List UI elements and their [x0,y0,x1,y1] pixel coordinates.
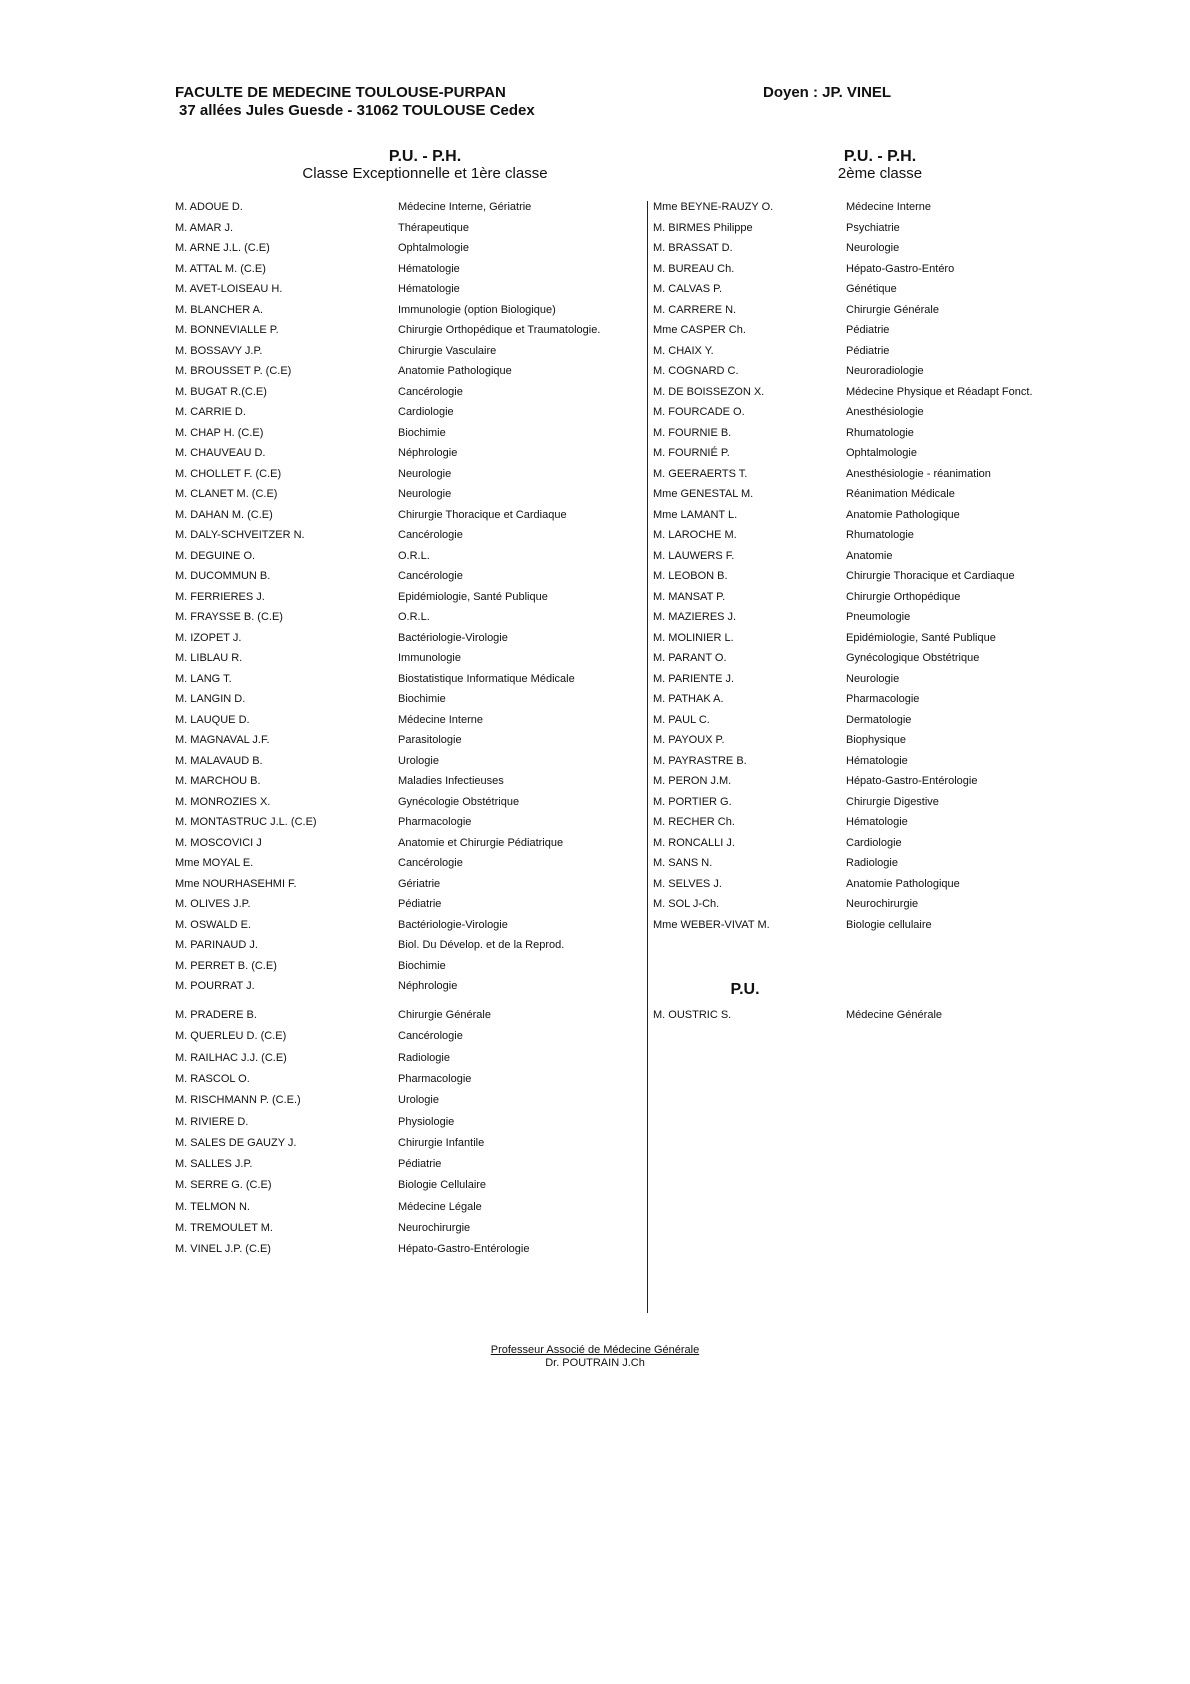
staff-specialty: Chirurgie Générale [398,1009,491,1021]
staff-name: M. RIVIERE D. [175,1115,249,1128]
staff-specialty: Pneumologie [846,611,911,623]
footer-title: Professeur Associé de Médecine Générale [490,1344,700,1356]
staff-name: M. PARINAUD J. [175,939,258,951]
faculty-address: 37 allées Jules Guesde - 31062 TOULOUSE Cedex [179,102,535,119]
staff-name: M. SALES DE GAUZY J. [175,1136,297,1149]
pu-section-title: P.U. [730,981,760,998]
staff-name: M. PRADERE B. [175,1009,257,1021]
staff-specialty: Ophtalmologie [398,242,469,254]
staff-name: M. MARCHOU B. [175,775,261,787]
staff-name: M. LEOBON B. [653,570,728,582]
staff-name: M. AVET-LOISEAU H. [175,283,283,295]
staff-name: M. SELVES J. [653,877,722,890]
staff-name: M. CALVAS P. [653,283,723,295]
staff-specialty: O.R.L. [398,549,430,562]
staff-specialty: Hépato-Gastro-Entérologie [846,775,978,787]
staff-name: M. RAILHAC J.J. (C.E) [175,1051,287,1064]
staff-specialty: Neurochirurgie [398,1222,471,1234]
staff-name: M. BIRMES Philippe [653,221,753,234]
staff-name: M. PAUL C. [653,713,710,726]
staff-specialty: Cancérologie [398,385,463,398]
staff-name: M. CHAIX Y. [653,344,714,357]
staff-specialty: Gynécologie Obstétrique [398,795,520,808]
staff-name: M. BUREAU Ch. [653,262,735,275]
staff-name: M. FERRIERES J. [175,590,265,603]
staff-specialty: Chirurgie Infantile [398,1136,485,1149]
staff-name: Mme CASPER Ch. [653,324,746,336]
staff-specialty: Pédiatrie [846,344,890,357]
staff-specialty: Néphrologie [398,980,458,992]
staff-specialty: Chirurgie Vasculaire [398,344,497,357]
staff-name: M. OLIVES J.P. [175,898,251,910]
staff-name: M. PARIENTE J. [653,672,735,685]
staff-specialty: Gynécologique Obstétrique [846,652,980,664]
staff-specialty: Hématologie [398,262,460,275]
staff-specialty: Biochimie [398,959,446,972]
staff-specialty: Cancérologie [398,857,463,869]
staff-specialty: Biol. Du Dévelop. et de la Reprod. [398,939,565,951]
staff-specialty: Immunologie [398,652,461,664]
staff-name: M. CLANET M. (C.E) [175,488,278,500]
staff-name: M. FRAYSSE B. (C.E) [175,611,283,623]
staff-name: M. MANSAT P. [653,590,726,603]
staff-specialty: Hépato-Gastro-Entérologie [398,1243,530,1256]
footer [0,1344,1190,1370]
right-section-subtitle: 2ème classe [837,165,923,182]
staff-name: M. ARNE J.L. (C.E) [175,242,270,254]
staff-specialty: Génétique [846,283,897,295]
staff-specialty: Hépato-Gastro-Entéro [846,262,955,275]
staff-specialty: Bactériologie-Virologie [398,918,508,931]
staff-name: Mme LAMANT L. [653,508,738,521]
staff-specialty: Radiologie [398,1051,450,1064]
staff-specialty: Chirurgie Thoracique et Cardiaque [398,508,567,521]
staff-name: M. PERRET B. (C.E) [175,959,277,972]
staff-specialty: Hématologie [846,754,908,767]
staff-name: M. BUGAT R.(C.E) [175,385,267,398]
staff-specialty: Neurologie [846,242,900,254]
staff-name: M. MONTASTRUC J.L. (C.E) [175,816,317,828]
footer-name: Dr. POUTRAIN J.Ch [545,1357,645,1369]
staff-specialty: Neurologie [846,672,900,685]
staff-name: M. PERON J.M. [653,775,732,787]
staff-name: M. BONNEVIALLE P. [175,324,279,336]
staff-specialty: Biochimie [398,426,446,439]
staff-name: M. MAZIERES J. [653,611,737,623]
staff-specialty: Chirurgie Générale [846,303,939,316]
staff-name: M. BRASSAT D. [653,242,733,254]
staff-name: M. VINEL J.P. (C.E) [175,1243,271,1256]
staff-specialty: Biochimie [398,693,446,705]
staff-specialty: Chirurgie Digestive [846,795,939,808]
left-section-heading [285,148,565,182]
staff-specialty: Cancérologie [398,570,463,582]
staff-name: M. LAUWERS F. [653,549,735,562]
staff-specialty: Médecine Interne [846,201,931,213]
staff-specialty: Radiologie [846,857,898,869]
staff-specialty: Anatomie Pathologique [398,365,512,377]
staff-specialty: Pédiatrie [846,324,890,336]
staff-specialty: Médecine Générale [846,1009,943,1021]
staff-specialty: Neurochirurgie [846,898,919,910]
staff-name: Mme NOURHASEHMI F. [175,877,297,890]
staff-specialty: Anatomie Pathologique [846,508,960,521]
staff-specialty: Pédiatrie [398,1158,442,1171]
staff-specialty: Parasitologie [398,734,462,746]
staff-specialty: Médecine Légale [398,1200,482,1213]
staff-name: M. LANGIN D. [175,693,246,705]
staff-name: M. OSWALD E. [175,918,251,931]
staff-name: M. DEGUINE O. [175,549,256,562]
staff-specialty: Rhumatologie [846,426,914,439]
staff-specialty: Physiologie [398,1115,455,1128]
staff-name: M. CARRIE D. [175,406,246,418]
staff-specialty: Neurologie [398,467,452,480]
staff-specialty: Anatomie [846,549,893,562]
staff-specialty: Néphrologie [398,447,458,459]
staff-specialty: Biologie cellulaire [846,918,932,931]
staff-specialty: Gériatrie [398,877,441,890]
staff-specialty: Neuroradiologie [846,365,924,377]
staff-name: M. DE BOISSEZON X. [653,385,765,398]
staff-name: M. QUERLEU D. (C.E) [175,1030,287,1043]
staff-name: M. OUSTRIC S. [653,1009,732,1021]
staff-name: M. CARRERE N. [653,303,737,316]
staff-name: M. MALAVAUD B. [175,754,263,767]
right-section-title: P.U. - P.H. [843,148,917,165]
staff-name: M. FOURCADE O. [653,406,745,418]
staff-specialty: Epidémiologie, Santé Publique [398,590,548,603]
staff-specialty: Médecine Interne, Gériatrie [398,201,532,213]
staff-name: M. POURRAT J. [175,980,255,992]
staff-name: M. PATHAK A. [653,693,724,705]
staff-name: M. CHAUVEAU D. [175,447,266,459]
staff-specialty: Thérapeutique [398,221,469,234]
staff-name: M. IZOPET J. [175,631,242,644]
staff-name: M. LIBLAU R. [175,652,243,664]
left-section-title: P.U. - P.H. [388,148,462,165]
staff-name: M. CHOLLET F. (C.E) [175,467,282,480]
staff-name: M. PAYRASTRE B. [653,754,747,767]
staff-specialty: Immunologie (option Biologique) [398,303,556,316]
staff-specialty: Médecine Physique et Réadapt Fonct. [846,385,1033,398]
staff-specialty: Chirurgie Thoracique et Cardiaque [846,570,1015,582]
column-divider [647,201,648,1313]
staff-specialty: Cardiologie [846,836,902,849]
staff-specialty: Réanimation Médicale [846,488,955,500]
staff-name: M. PAYOUX P. [653,734,725,746]
staff-name: M. DUCOMMUN B. [175,570,271,582]
staff-specialty: Pharmacologie [846,693,920,705]
staff-specialty: Hématologie [398,283,460,295]
staff-name: Mme GENESTAL M. [653,488,754,500]
staff-name: M. MONROZIES X. [175,795,271,808]
staff-specialty: Dermatologie [846,713,912,726]
staff-specialty: Chirurgie Orthopédique et Traumatologie. [398,324,601,336]
staff-specialty: Cancérologie [398,1030,463,1043]
staff-name: M. CHAP H. (C.E) [175,426,264,439]
staff-specialty: Pharmacologie [398,816,472,828]
staff-name: M. FOURNIÉ P. [653,447,730,459]
staff-name: M. BLANCHER A. [175,303,264,316]
staff-name: M. FOURNIE B. [653,426,732,439]
staff-name: M. GEERAERTS T. [653,467,748,480]
staff-name: M. DALY-SCHVEITZER N. [175,529,305,541]
staff-name: M. MOSCOVICI J [175,836,262,849]
staff-name: M. RASCOL O. [175,1072,250,1085]
staff-name: M. SERRE G. (C.E) [175,1179,272,1192]
staff-name: M. MOLINIER L. [653,631,734,644]
staff-name: M. COGNARD C. [653,365,739,377]
staff-specialty: Urologie [398,754,439,767]
staff-specialty: Anesthésiologie [846,406,924,418]
staff-specialty: Anatomie Pathologique [846,877,960,890]
right-section-heading [800,148,960,182]
staff-name: M. TELMON N. [175,1200,250,1213]
staff-specialty: Bactériologie-Virologie [398,631,508,644]
staff-name: Mme WEBER-VIVAT M. [653,918,770,931]
staff-specialty: Chirurgie Orthopédique [846,590,961,603]
staff-specialty: Psychiatrie [846,221,900,234]
staff-name: M. AMAR J. [175,221,234,234]
staff-name: M. RISCHMANN P. (C.E.) [175,1094,301,1107]
staff-name: Mme BEYNE-RAUZY O. [653,201,774,213]
staff-specialty: Anatomie et Chirurgie Pédiatrique [398,836,564,849]
staff-specialty: Hématologie [846,816,908,828]
staff-name: M. PORTIER G. [653,795,732,808]
left-section-subtitle: Classe Exceptionnelle et 1ère classe [302,165,548,182]
staff-specialty: Biophysique [846,734,906,746]
staff-specialty: Cardiologie [398,406,454,418]
staff-name: M. LAUQUE D. [175,713,250,726]
staff-specialty: Epidémiologie, Santé Publique [846,631,996,644]
staff-specialty: O.R.L. [398,611,430,623]
staff-name: M. PARANT O. [653,652,727,664]
staff-specialty: Ophtalmologie [846,447,917,459]
staff-name: M. DAHAN M. (C.E) [175,508,273,521]
staff-name: M. ATTAL M. (C.E) [175,262,266,275]
staff-specialty: Rhumatologie [846,529,914,541]
staff-name: M. SOL J-Ch. [653,898,720,910]
staff-specialty: Pharmacologie [398,1072,472,1085]
staff-name: M. RECHER Ch. [653,816,735,828]
pu-section-heading [700,981,790,998]
staff-name: M. SANS N. [653,857,713,869]
staff-name: M. LAROCHE M. [653,529,737,541]
staff-name: M. RONCALLI J. [653,836,735,849]
staff-specialty: Urologie [398,1094,439,1107]
staff-name: M. LANG T. [175,672,232,685]
dean-label: Doyen : JP. VINEL [763,84,892,101]
staff-name: M. ADOUE D. [175,201,243,213]
staff-name: Mme MOYAL E. [175,857,254,869]
staff-specialty: Maladies Infectieuses [398,775,504,787]
staff-specialty: Biostatistique Informatique Médicale [398,672,575,685]
faculty-name: FACULTE DE MEDECINE TOULOUSE-PURPAN [175,84,506,101]
staff-specialty: Neurologie [398,488,452,500]
staff-name: M. BROUSSET P. (C.E) [175,365,292,377]
staff-specialty: Biologie Cellulaire [398,1179,487,1192]
staff-specialty: Cancérologie [398,529,463,541]
staff-specialty: Médecine Interne [398,713,483,726]
staff-name: M. MAGNAVAL J.F. [175,734,270,746]
staff-name: M. SALLES J.P. [175,1158,253,1171]
faculty-header [175,84,535,120]
staff-name: M. TREMOULET M. [175,1222,273,1234]
staff-specialty: Anesthésiologie - réanimation [846,467,991,480]
staff-specialty: Pédiatrie [398,898,442,910]
staff-name: M. BOSSAVY J.P. [175,344,263,357]
